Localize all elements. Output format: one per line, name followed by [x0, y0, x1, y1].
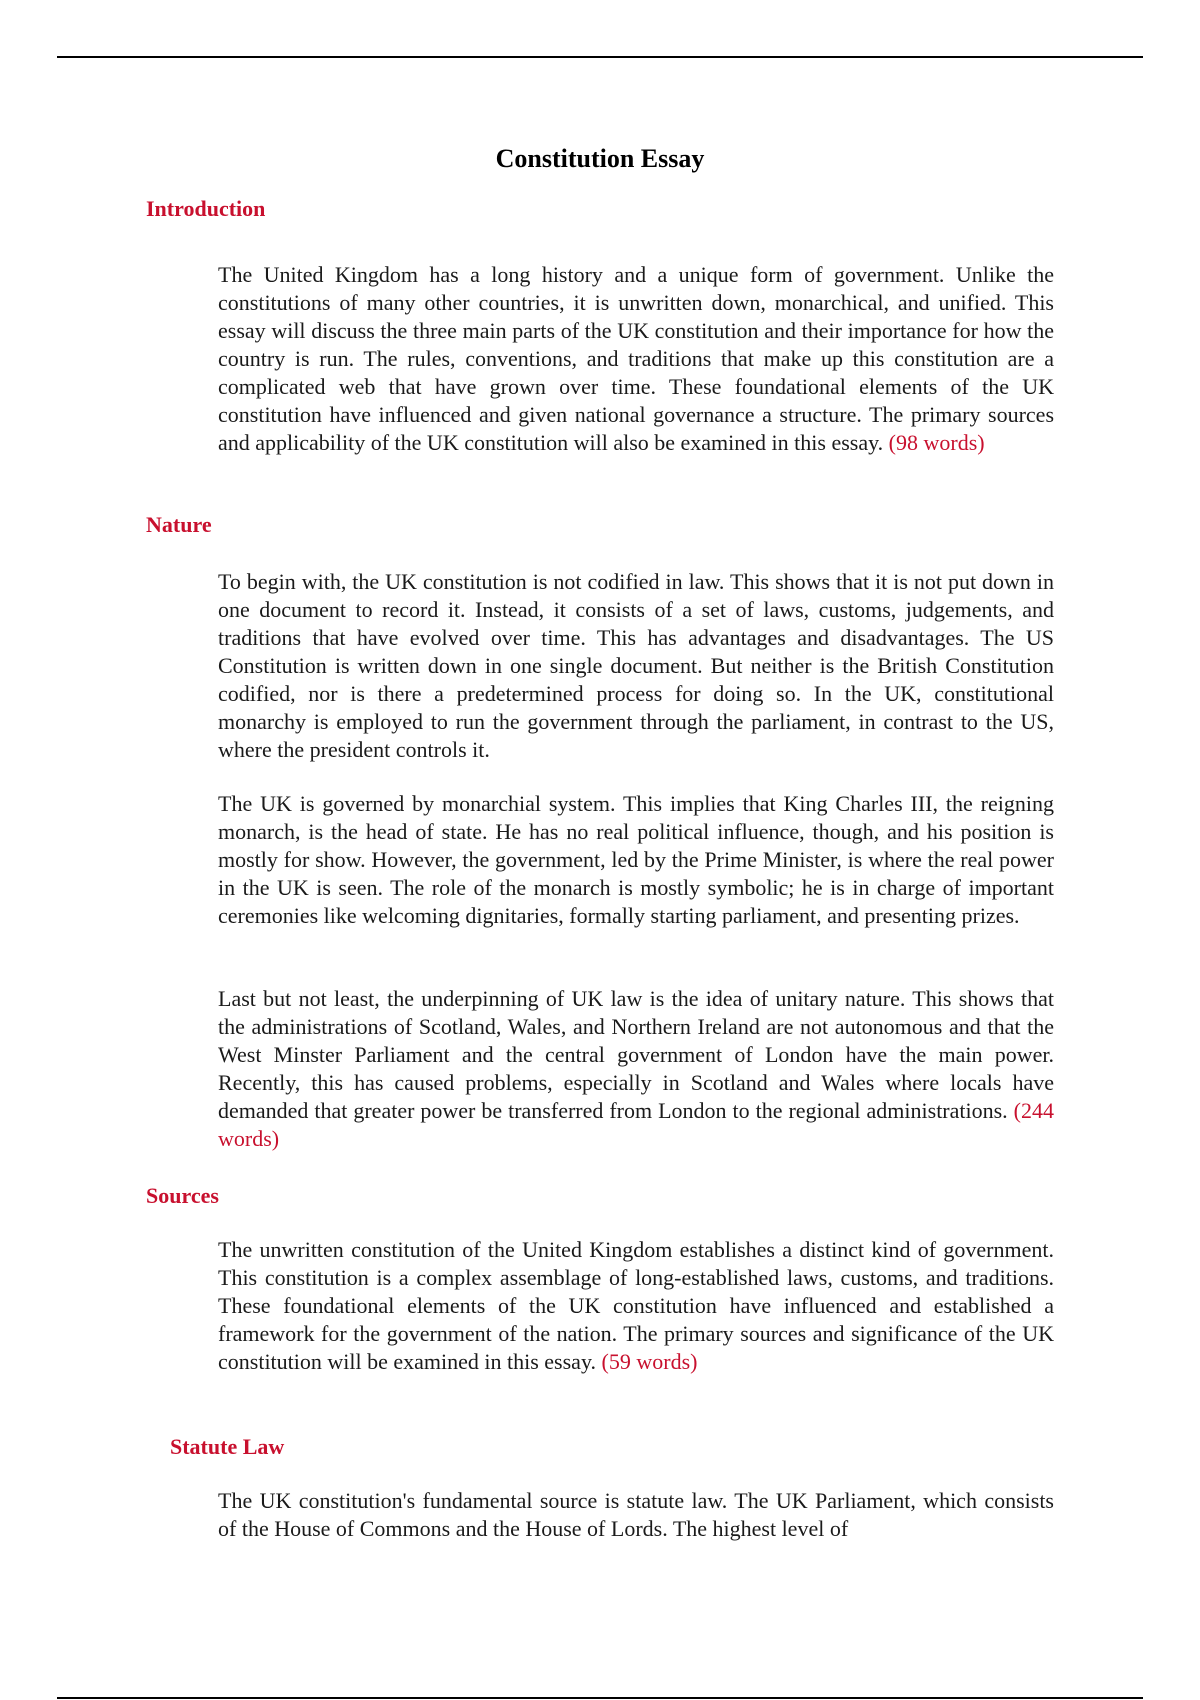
- heading-nature: Nature: [146, 512, 212, 537]
- paragraph-text: The United Kingdom has a long history and a unique form of government. Unlike the constitutions of many other countries, it is unwritten down, monarchical, and unified. This essay will discuss the three main parts of the UK constitution and their importance for how the country is run. The rules, conventions, and traditions that make up this constitution are a complicated web that have grown over time. These foundational elements of the UK constitution have influenced and given national governance a structure. The primary sources and applicability of the UK constitution will also be examined in this essay.: [218, 262, 1054, 455]
- heading-sources: Sources: [146, 1183, 219, 1208]
- document-title: Constitution Essay: [495, 144, 705, 173]
- paragraph-introduction: [218, 261, 1054, 457]
- word-count: (244 words): [218, 1098, 1054, 1151]
- heading-statute-law: Statute Law: [170, 1434, 285, 1459]
- paragraph-statute-law: The UK constitution's fundamental source is statute law. The UK Parliament, which consists of the House of Commons and the House of Lords. The highest level of: [218, 1488, 1054, 1541]
- paragraph-nature-2: The UK is governed by monarchial system. This implies that King Charles III, the reigning monarch, is the head of state. He has no real political influence, though, and his position is mostly for show. However, the government, led by the Prime Minister, is where the real power in the UK is seen. The role of the monarch is mostly symbolic; he is in charge of important ceremonies like welcoming dignitaries, formally starting parliament, and presenting prizes.: [218, 791, 1054, 928]
- paragraph-nature-1: To begin with, the UK constitution is not codified in law. This shows that it is not put down in one document to record it. Instead, it consists of a set of laws, customs, judgements, and traditions that have evolved over time. This has advantages and disadvantages. The US Constitution is written down in one single document. But neither is the British Constitution codified, nor is there a predetermined process for doing so. In the UK, constitutional monarchy is employed to run the government through the parliament, in contrast to the US, where the president controls it.: [218, 569, 1054, 762]
- paragraph-text: The unwritten constitution of the United Kingdom establishes a distinct kind of government. This constitution is a complex assemblage of long-established laws, customs, and traditions. These foundational elements of the UK constitution have influenced and established a framework for the government of the nation. The primary sources and significance of the UK constitution will be examined in this essay.: [218, 1237, 1054, 1374]
- paragraph-sources: [218, 1236, 1054, 1376]
- footer-rule: [57, 1697, 1143, 1699]
- word-count: (98 words): [888, 430, 985, 455]
- heading-introduction: Introduction: [146, 196, 266, 221]
- word-count: (59 words): [601, 1349, 698, 1374]
- header-rule: [57, 56, 1143, 58]
- paragraph-text: Last but not least, the underpinning of UK law is the idea of unitary nature. This shows that the administrations of Scotland, Wales, and Northern Ireland are not autonomous and that the West Minster Parliament and the central government of London have the main power. Recently, this has caused problems, especially in Scotland and Wales where locals have demanded that greater power be transferred from London to the regional administrations.: [218, 986, 1054, 1123]
- paragraph-nature-3: [218, 985, 1054, 1153]
